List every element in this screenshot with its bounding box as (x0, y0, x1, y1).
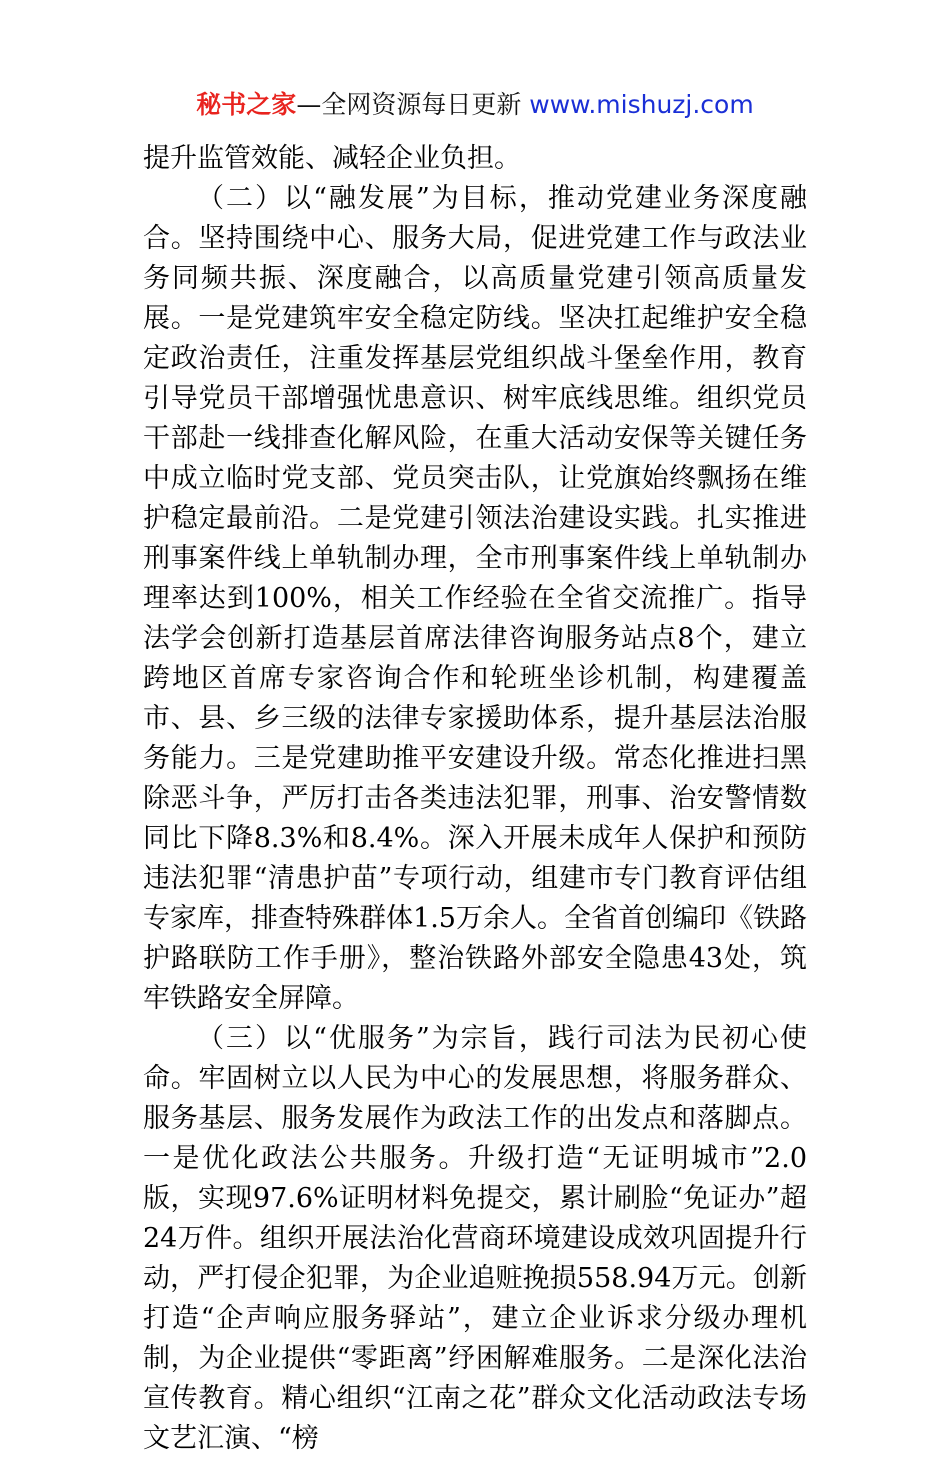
paragraph-continuation: 提升监管效能、减轻企业负担。 (143, 143, 521, 174)
page-header (0, 88, 950, 122)
header-slogan: —全网资源每日更新 (296, 90, 522, 119)
paragraph-section-3: （三）以“优服务”为宗旨，践行司法为民初心使命。牢固树立以人民为中心的发展思想，将服务群众、服务基层、服务发展作为政法工作的出发点和落脚点。一是优化政法公共服务。升级打造“无证明城市”2.0版，实现97.6%证明材料免提交，累计刷脸“免证办”超24万件。组织开展法治化营商环境建设成效巩固提升行动，严打侵企犯罪，为企业追赃挽损558.94万元。创新打造“企声响应服务驿站”，建立企业诉求分级办理机制，为企业提供“零距离”纾困解难服务。二是深化法治宣传教育。精心组织“江南之花”群众文化活动政法专场文艺汇演、“榜 (143, 1023, 807, 1454)
document-body (143, 139, 807, 1459)
site-url[interactable]: www.mishuzj.com (529, 90, 754, 119)
brand-name: 秘书之家 (196, 90, 297, 119)
paragraph-section-2: （二）以“融发展”为目标，推动党建业务深度融合。坚持围绕中心、服务大局，促进党建工作与政法业务同频共振、深度融合，以高质量党建引领高质量发展。一是党建筑牢安全稳定防线。坚决扛起维护安全稳定政治责任，注重发挥基层党组织战斗堡垒作用，教育引导党员干部增强忧患意识、树牢底线思维。组织党员干部赴一线排查化解风险，在重大活动安保等关键任务中成立临时党支部、党员突击队，让党旗始终飘扬在维护稳定最前沿。二是党建引领法治建设实践。扎实推进刑事案件线上单轨制办理，全市刑事案件线上单轨制办理率达到100%，相关工作经验在全省交流推广。指导法学会创新打造基层首席法律咨询服务站点8个，建立跨地区首席专家咨询合作和轮班坐诊机制，构建覆盖市、县、乡三级的法律专家援助体系，提升基层法治服务能力。三是党建助推平安建设升级。常态化推进扫黑除恶斗争，严厉打击各类违法犯罪，刑事、治安警情数同比下降8.3%和8.4%。深入开展未成年人保护和预防违法犯罪“清患护苗”专项行动，组建市专门教育评估组专家库，排查特殊群体1.5万余人。全省首创编印《铁路护路联防工作手册》，整治铁路外部安全隐患43处，筑牢铁路安全屏障。 (143, 183, 807, 1014)
